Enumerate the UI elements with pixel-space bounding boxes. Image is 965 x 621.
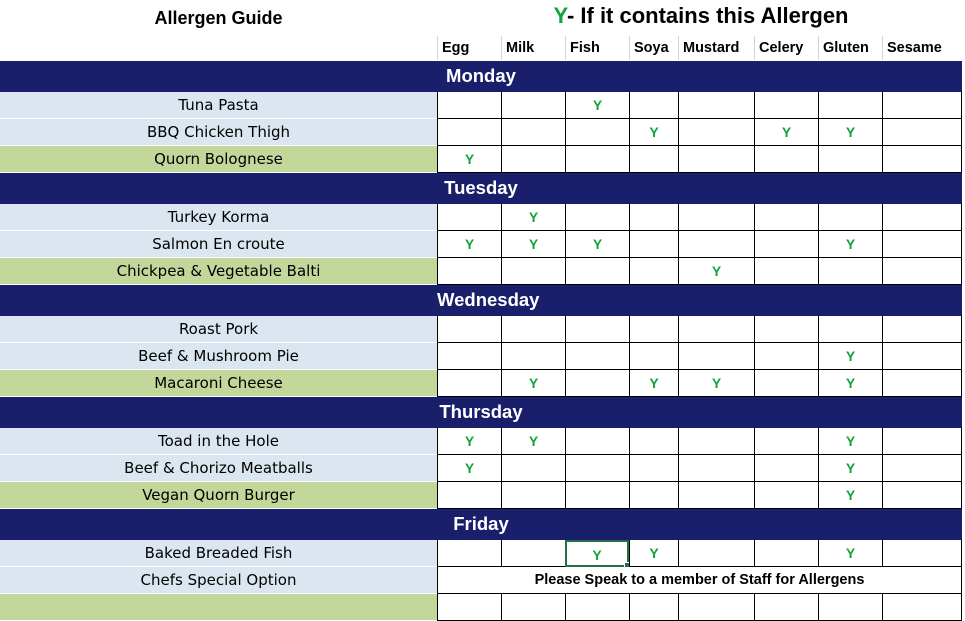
- allergen-cell-fish[interactable]: Y: [565, 231, 629, 258]
- allergen-cell-celery[interactable]: [754, 540, 818, 567]
- allergen-cell-mustard[interactable]: [678, 540, 754, 567]
- dish-row: [0, 594, 962, 621]
- allergen-cell-egg[interactable]: [437, 594, 501, 621]
- dish-name[interactable]: Salmon En croute: [0, 231, 437, 258]
- allergen-cell-mustard[interactable]: [678, 316, 754, 343]
- allergen-cell-mustard[interactable]: [678, 231, 754, 258]
- allergen-cell-soya[interactable]: [629, 594, 678, 621]
- allergen-cell-fish[interactable]: [565, 119, 629, 146]
- allergen-cell-soya[interactable]: [629, 146, 678, 173]
- allergen-cell-celery[interactable]: [754, 428, 818, 455]
- allergen-cell-mustard[interactable]: Y: [678, 258, 754, 285]
- allergen-cell-egg[interactable]: [437, 370, 501, 397]
- allergen-cell-mustard[interactable]: Y: [678, 370, 754, 397]
- dish-row: [0, 316, 962, 343]
- allergen-cell-fish[interactable]: Y: [565, 540, 629, 567]
- allergen-cell-mustard[interactable]: [678, 428, 754, 455]
- dish-name[interactable]: Macaroni Cheese: [0, 370, 437, 397]
- allergen-cell-soya[interactable]: [629, 343, 678, 370]
- allergen-cell-celery[interactable]: [754, 594, 818, 621]
- allergen-cell-sesame[interactable]: [882, 204, 962, 231]
- allergen-cell-milk[interactable]: Y: [501, 370, 565, 397]
- allergen-cell-sesame[interactable]: [882, 455, 962, 482]
- allergen-cell-soya[interactable]: [629, 231, 678, 258]
- allergen-cell-celery[interactable]: [754, 146, 818, 173]
- allergen-cell-sesame[interactable]: [882, 370, 962, 397]
- allergen-cell-gluten[interactable]: [818, 316, 882, 343]
- allergen-cell-milk[interactable]: [501, 258, 565, 285]
- dish-row: [0, 343, 962, 370]
- allergen-cell-egg[interactable]: [437, 482, 501, 509]
- allergen-cell-milk[interactable]: [501, 594, 565, 621]
- allergen-cell-milk[interactable]: [501, 482, 565, 509]
- dish-name[interactable]: Quorn Bolognese: [0, 146, 437, 173]
- column-header-soya: Soya: [629, 36, 678, 60]
- dish-name[interactable]: Chickpea & Vegetable Balti: [0, 258, 437, 285]
- column-header-sesame: Sesame: [882, 36, 962, 60]
- allergen-cell-milk[interactable]: Y: [501, 204, 565, 231]
- allergen-cell-milk[interactable]: [501, 455, 565, 482]
- day-band-wednesday: [0, 285, 962, 316]
- day-band-tuesday: [0, 173, 962, 204]
- allergen-cell-milk[interactable]: [501, 119, 565, 146]
- dish-row: [0, 119, 962, 146]
- allergen-cell-fish[interactable]: [565, 370, 629, 397]
- allergen-cell-sesame[interactable]: [882, 428, 962, 455]
- allergen-cell-milk[interactable]: Y: [501, 428, 565, 455]
- day-label: Wednesday: [437, 289, 540, 310]
- allergen-cell-egg[interactable]: [437, 258, 501, 285]
- allergen-cell-gluten[interactable]: Y: [818, 370, 882, 397]
- allergen-cell-milk[interactable]: [501, 343, 565, 370]
- allergen-cell-gluten[interactable]: Y: [818, 428, 882, 455]
- allergen-cell-celery[interactable]: [754, 258, 818, 285]
- dish-row: [0, 455, 962, 482]
- allergen-cell-celery[interactable]: [754, 482, 818, 509]
- allergen-cell-fish[interactable]: [565, 343, 629, 370]
- allergen-cell-soya[interactable]: Y: [629, 370, 678, 397]
- allergen-cell-milk[interactable]: [501, 540, 565, 567]
- allergen-cell-egg[interactable]: [437, 316, 501, 343]
- dish-row: [0, 482, 962, 509]
- dish-row: [0, 258, 962, 285]
- allergen-cell-celery[interactable]: [754, 92, 818, 119]
- dish-row: [0, 370, 962, 397]
- dish-name[interactable]: Beef & Chorizo Meatballs: [0, 455, 437, 482]
- day-band-thursday: [0, 397, 962, 428]
- allergen-cell-egg[interactable]: [437, 119, 501, 146]
- allergen-cell-mustard[interactable]: [678, 204, 754, 231]
- dish-name[interactable]: Roast Pork: [0, 316, 437, 343]
- allergen-cell-soya[interactable]: [629, 316, 678, 343]
- allergen-cell-gluten[interactable]: Y: [818, 231, 882, 258]
- allergen-cell-milk[interactable]: [501, 146, 565, 173]
- allergen-cell-sesame[interactable]: [882, 343, 962, 370]
- allergen-cell-soya[interactable]: [629, 428, 678, 455]
- allergen-cell-celery[interactable]: [754, 231, 818, 258]
- legend-text: - If it contains this Allergen: [566, 3, 849, 28]
- allergen-cell-gluten[interactable]: Y: [818, 343, 882, 370]
- allergen-cell-gluten[interactable]: [818, 594, 882, 621]
- allergen-cell-egg[interactable]: Y: [437, 455, 501, 482]
- allergen-cell-soya[interactable]: [629, 92, 678, 119]
- allergen-cell-gluten[interactable]: Y: [818, 482, 882, 509]
- allergen-cell-soya[interactable]: [629, 204, 678, 231]
- column-header-fish: Fish: [565, 36, 629, 60]
- allergen-cell-sesame[interactable]: [882, 231, 962, 258]
- allergen-cell-celery[interactable]: Y: [754, 119, 818, 146]
- dish-name[interactable]: Baked Breaded Fish: [0, 540, 437, 567]
- allergen-cell-egg[interactable]: [437, 343, 501, 370]
- allergen-cell-sesame[interactable]: [882, 316, 962, 343]
- column-header-mustard: Mustard: [678, 36, 754, 60]
- dish-name[interactable]: BBQ Chicken Thigh: [0, 119, 437, 146]
- allergen-cell-fish[interactable]: [565, 204, 629, 231]
- day-band-monday: [0, 61, 962, 92]
- allergen-cell-soya[interactable]: [629, 455, 678, 482]
- allergen-cell-mustard[interactable]: [678, 92, 754, 119]
- allergen-cell-fish[interactable]: [565, 455, 629, 482]
- day-band-friday: [0, 509, 962, 540]
- dish-name[interactable]: Chefs Special Option: [0, 567, 437, 594]
- dish-row: [0, 540, 962, 567]
- allergen-cell-gluten[interactable]: [818, 92, 882, 119]
- allergen-cell-gluten[interactable]: Y: [818, 540, 882, 567]
- dish-row: [0, 567, 962, 594]
- column-header-egg: Egg: [437, 36, 501, 60]
- dish-row: [0, 92, 962, 119]
- allergen-cell-fish[interactable]: [565, 146, 629, 173]
- allergen-cell-gluten[interactable]: Y: [818, 455, 882, 482]
- dish-row: [0, 231, 962, 258]
- allergen-cell-mustard[interactable]: [678, 343, 754, 370]
- allergen-cell-sesame[interactable]: [882, 482, 962, 509]
- dish-name[interactable]: Beef & Mushroom Pie: [0, 343, 437, 370]
- allergen-cell-egg[interactable]: Y: [437, 231, 501, 258]
- legend-key: Y: [553, 3, 567, 28]
- allergen-cell-mustard[interactable]: [678, 119, 754, 146]
- allergen-cell-gluten[interactable]: [818, 204, 882, 231]
- allergen-cell-egg[interactable]: [437, 204, 501, 231]
- dish-name[interactable]: Toad in the Hole: [0, 428, 437, 455]
- allergen-cell-gluten[interactable]: [818, 146, 882, 173]
- allergen-cell-fish[interactable]: [565, 594, 629, 621]
- allergen-cell-sesame[interactable]: [882, 594, 962, 621]
- allergen-cell-celery[interactable]: [754, 316, 818, 343]
- allergen-cell-sesame[interactable]: [882, 146, 962, 173]
- allergen-cell-egg[interactable]: [437, 540, 501, 567]
- allergen-cell-soya[interactable]: [629, 258, 678, 285]
- allergen-cell-milk[interactable]: Y: [501, 231, 565, 258]
- allergen-cell-celery[interactable]: [754, 455, 818, 482]
- allergen-header-row: [0, 36, 962, 61]
- column-header-gluten: Gluten: [818, 36, 882, 60]
- guide-title: Allergen Guide: [154, 8, 283, 28]
- allergen-cell-egg[interactable]: Y: [437, 146, 501, 173]
- allergen-cell-soya[interactable]: [629, 482, 678, 509]
- allergen-cell-celery[interactable]: [754, 370, 818, 397]
- allergen-note-cell[interactable]: Please Speak to a member of Staff for Allergens: [437, 567, 962, 594]
- allergen-cell-fish[interactable]: Y: [565, 92, 629, 119]
- allergen-cell-sesame[interactable]: [882, 540, 962, 567]
- column-header-celery: Celery: [754, 36, 818, 60]
- allergen-cell-milk[interactable]: [501, 316, 565, 343]
- legend: [437, 3, 965, 29]
- day-label: Tuesday: [444, 177, 518, 198]
- allergen-cell-fish[interactable]: [565, 482, 629, 509]
- allergen-cell-celery[interactable]: [754, 343, 818, 370]
- dish-row: [0, 146, 962, 173]
- allergen-cell-gluten[interactable]: Y: [818, 119, 882, 146]
- title-row: [0, 0, 965, 36]
- allergen-cell-celery[interactable]: [754, 204, 818, 231]
- day-label: Friday: [453, 513, 509, 534]
- allergen-cell-fish[interactable]: [565, 258, 629, 285]
- allergen-cell-mustard[interactable]: [678, 482, 754, 509]
- allergen-cell-soya[interactable]: Y: [629, 540, 678, 567]
- dish-name[interactable]: [0, 594, 437, 621]
- allergen-cell-sesame[interactable]: [882, 258, 962, 285]
- dish-row: [0, 428, 962, 455]
- allergen-cell-mustard[interactable]: [678, 455, 754, 482]
- allergen-cell-gluten[interactable]: [818, 258, 882, 285]
- day-label: Thursday: [439, 401, 523, 422]
- allergen-cell-egg[interactable]: Y: [437, 428, 501, 455]
- dish-name[interactable]: Turkey Korma: [0, 204, 437, 231]
- allergen-cell-soya[interactable]: Y: [629, 119, 678, 146]
- column-header-milk: Milk: [501, 36, 565, 60]
- dish-name[interactable]: Vegan Quorn Burger: [0, 482, 437, 509]
- dish-row: [0, 204, 962, 231]
- day-label: Monday: [446, 65, 516, 86]
- allergen-cell-fish[interactable]: [565, 428, 629, 455]
- dish-name[interactable]: Tuna Pasta: [0, 92, 437, 119]
- allergen-cell-egg[interactable]: [437, 92, 501, 119]
- allergen-cell-sesame[interactable]: [882, 92, 962, 119]
- allergen-cell-mustard[interactable]: [678, 594, 754, 621]
- allergen-cell-milk[interactable]: [501, 92, 565, 119]
- allergen-cell-fish[interactable]: [565, 316, 629, 343]
- allergen-cell-mustard[interactable]: [678, 146, 754, 173]
- allergen-cell-sesame[interactable]: [882, 119, 962, 146]
